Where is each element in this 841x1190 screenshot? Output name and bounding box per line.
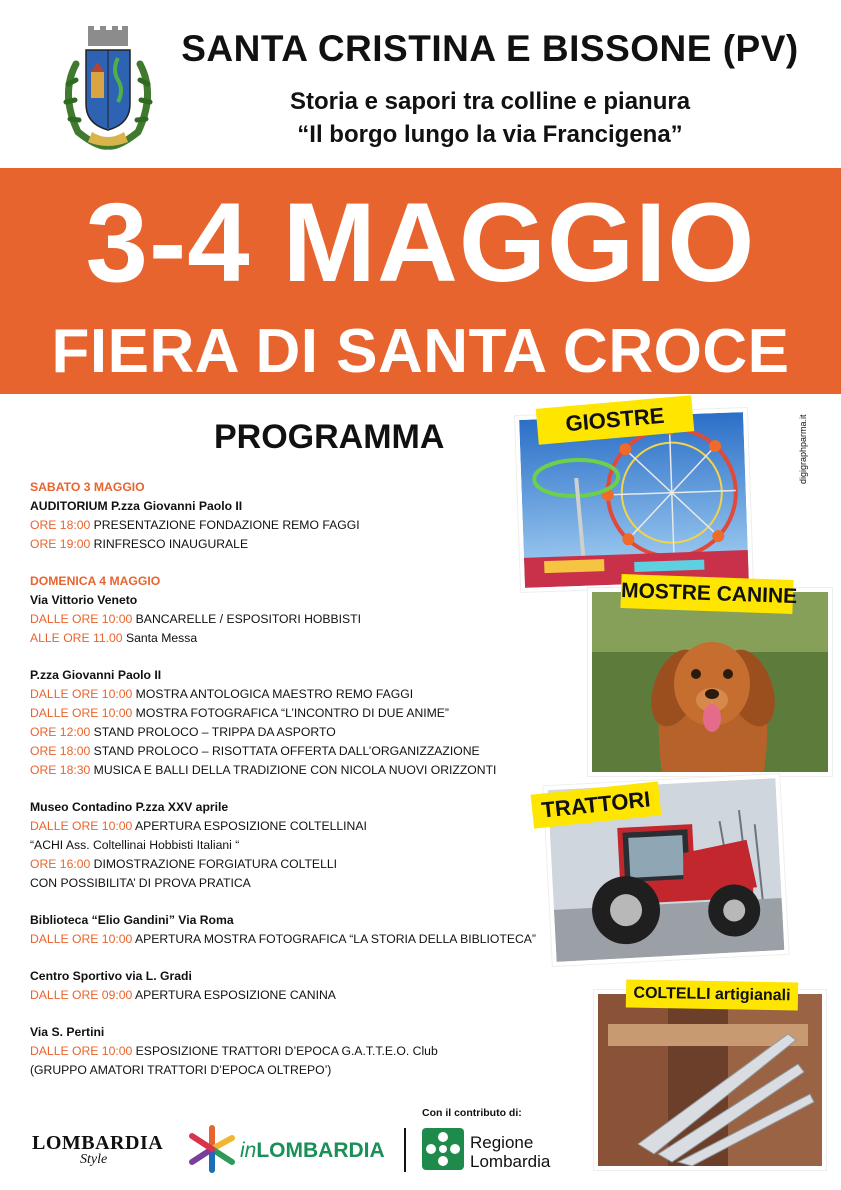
program-item xyxy=(30,930,550,949)
item-text: APERTURA ESPOSIZIONE CANINA xyxy=(132,988,336,1002)
item-text: STAND PROLOCO – RISOTTATA OFFERTA DALL’ORGANIZZAZIONE xyxy=(90,744,480,758)
venue-heading: P.zza Giovanni Paolo II xyxy=(30,668,162,682)
program-section-sportivo xyxy=(30,967,550,1005)
item-text: MOSTRA FOTOGRAFICA “L’INCONTRO DI DUE ANIME” xyxy=(132,706,449,720)
label-mostre-canine: MOSTRE CANINE xyxy=(620,574,793,614)
program-item xyxy=(30,723,550,742)
venue-heading: Centro Sportivo via L. Gradi xyxy=(30,969,192,983)
time-label: DALLE ORE 10:00 xyxy=(30,706,133,720)
venue-heading: Via Vittorio Veneto xyxy=(30,593,138,607)
program-item xyxy=(30,742,550,761)
subtitle: Storia e sapori tra colline e pianura xyxy=(289,88,691,115)
regione-logo-text-2: Lombardia xyxy=(470,1152,551,1171)
time-label: ORE 19:00 xyxy=(30,537,91,551)
subtitle-quote: “Il borgo lungo la via Francigena” xyxy=(297,121,683,148)
item-text: APERTURA ESPOSIZIONE COLTELLINAI xyxy=(132,819,367,833)
event-name: FIERA DI SANTA CROCE xyxy=(51,317,790,386)
time-label: ORE 18:00 xyxy=(30,744,91,758)
item-text: APERTURA MOSTRA FOTOGRAFICA “LA STORIA DELLA BIBLIOTECA” xyxy=(132,932,536,946)
program-section-museo xyxy=(30,798,550,893)
program-item xyxy=(30,685,550,704)
item-text: BANCARELLE / ESPOSITORI HOBBISTI xyxy=(132,612,361,626)
time-label: ORE 16:00 xyxy=(30,857,91,871)
program-item xyxy=(30,761,550,780)
time-label: ALLE ORE 11.00 xyxy=(30,631,123,645)
label-trattori: TRATTORI xyxy=(531,781,662,828)
regione-logo-text-1: Regione xyxy=(470,1133,534,1152)
inlombardia-logo-text xyxy=(240,1139,385,1163)
program-item xyxy=(30,986,550,1005)
program-item xyxy=(30,629,550,648)
item-text: STAND PROLOCO – TRIPPA DA ASPORTO xyxy=(90,725,336,739)
item-text: DIMOSTRAZIONE FORGIATURA COLTELLI xyxy=(90,857,338,871)
program-item-note: CON POSSIBILITA’ DI PROVA PRATICA xyxy=(30,876,251,890)
town-crest-icon xyxy=(58,24,158,152)
time-label: DALLE ORE 10:00 xyxy=(30,819,133,833)
dog-photo xyxy=(592,592,828,772)
inlombardia-name: LOMBARDIA xyxy=(256,1139,385,1162)
inlombardia-star-icon xyxy=(186,1124,238,1174)
item-text: MOSTRA ANTOLOGICA MAESTRO REMO FAGGI xyxy=(132,687,414,701)
lombardia-style-logo-subtext: Style xyxy=(80,1152,108,1167)
printer-credit xyxy=(786,414,826,530)
program-section-piazza xyxy=(30,666,550,780)
program-item xyxy=(30,1042,550,1061)
program-section-biblioteca xyxy=(30,911,550,949)
item-text: MUSICA E BALLI DELLA TRADIZIONE CON NICOLA NUOVI ORIZZONTI xyxy=(90,763,497,777)
time-label: ORE 12:00 xyxy=(30,725,91,739)
program-list xyxy=(30,478,550,1098)
time-label: DALLE ORE 10:00 xyxy=(30,1044,133,1058)
printer-credit-text: digigraphparma.it xyxy=(798,414,808,484)
program-item-note: (GRUPPO AMATORI TRATTORI D’EPOCA OLTREPO’) xyxy=(30,1063,332,1077)
venue-heading: AUDITORIUM P.zza Giovanni Paolo II xyxy=(30,499,243,513)
lombardia-style-logo-text: LOMBARDIA xyxy=(32,1132,164,1154)
town-title: SANTA CRISTINA E BISSONE (PV) xyxy=(181,28,799,69)
time-label: DALLE ORE 10:00 xyxy=(30,932,133,946)
program-item xyxy=(30,704,550,723)
day-heading: DOMENICA 4 MAGGIO xyxy=(30,574,161,588)
program-section-saturday xyxy=(30,478,550,554)
item-text: ESPOSIZIONE TRATTORI D’EPOCA G.A.T.T.E.O. Club xyxy=(132,1044,438,1058)
time-label: DALLE ORE 10:00 xyxy=(30,687,133,701)
venue-heading: Biblioteca “Elio Gandini” Via Roma xyxy=(30,913,234,927)
contribution-label: Con il contributo di: xyxy=(422,1107,522,1119)
knives-photo xyxy=(598,994,822,1166)
program-item xyxy=(30,817,550,836)
program-item xyxy=(30,535,550,554)
time-label: DALLE ORE 09:00 xyxy=(30,988,133,1002)
venue-heading: Museo Contadino P.zza XXV aprile xyxy=(30,800,229,814)
event-date: 3-4 MAGGIO xyxy=(85,180,756,305)
program-section-pertini xyxy=(30,1023,550,1080)
logo-divider xyxy=(404,1128,406,1172)
time-label: ORE 18:00 xyxy=(30,518,91,532)
label-giostre: GIOSTRE xyxy=(536,395,695,444)
program-title: PROGRAMMA xyxy=(214,418,445,456)
item-text: PRESENTAZIONE FONDAZIONE REMO FAGGI xyxy=(90,518,360,532)
label-coltelli: COLTELLI artigianali xyxy=(626,980,798,1011)
time-label: DALLE ORE 10:00 xyxy=(30,612,133,626)
inlombardia-in: in xyxy=(240,1139,257,1162)
program-section-sunday-veneto xyxy=(30,572,550,648)
program-item xyxy=(30,610,550,629)
program-item xyxy=(30,855,550,874)
item-text: RINFRESCO INAUGURALE xyxy=(90,537,249,551)
item-text: Santa Messa xyxy=(122,631,198,645)
program-item xyxy=(30,516,550,535)
program-item-note: “ACHI Ass. Coltellinai Hobbisti Italiani “ xyxy=(30,838,240,852)
photo-card-knives xyxy=(594,990,826,1170)
time-label: ORE 18:30 xyxy=(30,763,91,777)
venue-heading: Via S. Pertini xyxy=(30,1025,105,1039)
photo-card-dog xyxy=(588,588,832,776)
day-heading: SABATO 3 MAGGIO xyxy=(30,480,145,494)
regione-lombardia-icon xyxy=(422,1128,464,1170)
